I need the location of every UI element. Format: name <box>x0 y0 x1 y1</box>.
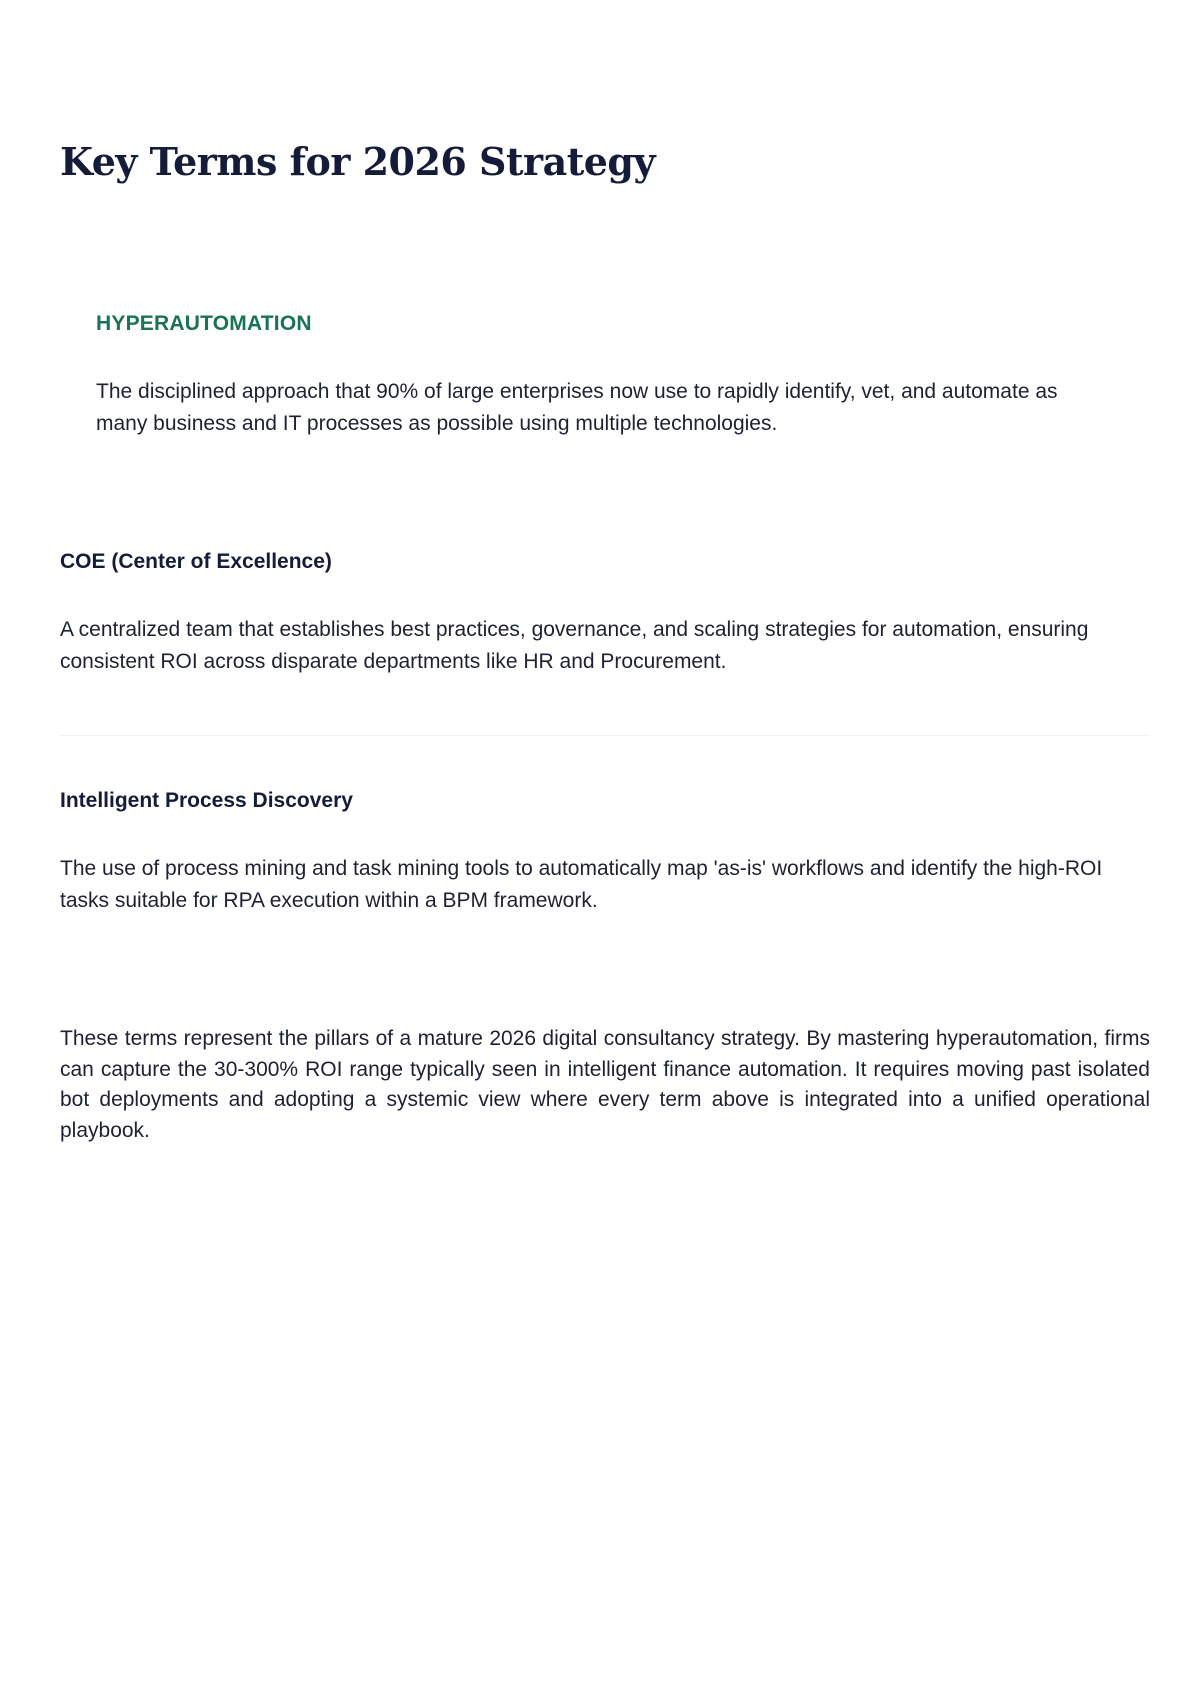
term-coe <box>60 548 1150 678</box>
closing-paragraph: These terms represent the pillars of a mature 2026 digital consultancy strategy. By mastering hyperautomation, firms can capture the 30-300% ROI range typically seen in intelligent finance automation. It requires moving past isolated bot deployments and adopting a systemic view where every term above is integrated into a unified operational playbook. <box>60 1027 1150 1142</box>
section-divider <box>60 735 1150 736</box>
term-hyperautomation <box>96 310 1096 440</box>
term-name: COE (Center of Excellence) <box>60 550 332 573</box>
term-name: Intelligent Process Discovery <box>60 789 353 812</box>
term-intelligent-process-discovery <box>60 787 1150 917</box>
term-definition: A centralized team that establishes best practices, governance, and scaling strategies for automation, ensuring consistent ROI across disparate departments like HR and Procurement. <box>60 618 1089 673</box>
term-definition: The disciplined approach that 90% of large enterprises now use to rapidly identify, vet, and automate as many business and IT processes as possible using multiple technologies. <box>96 380 1058 435</box>
page-title: Key Terms for 2026 Strategy <box>60 139 656 184</box>
term-name: HYPERAUTOMATION <box>96 312 312 335</box>
term-definition: The use of process mining and task mining tools to automatically map 'as-is' workflows and identify the high-ROI tasks suitable for RPA execution within a BPM framework. <box>60 857 1103 912</box>
